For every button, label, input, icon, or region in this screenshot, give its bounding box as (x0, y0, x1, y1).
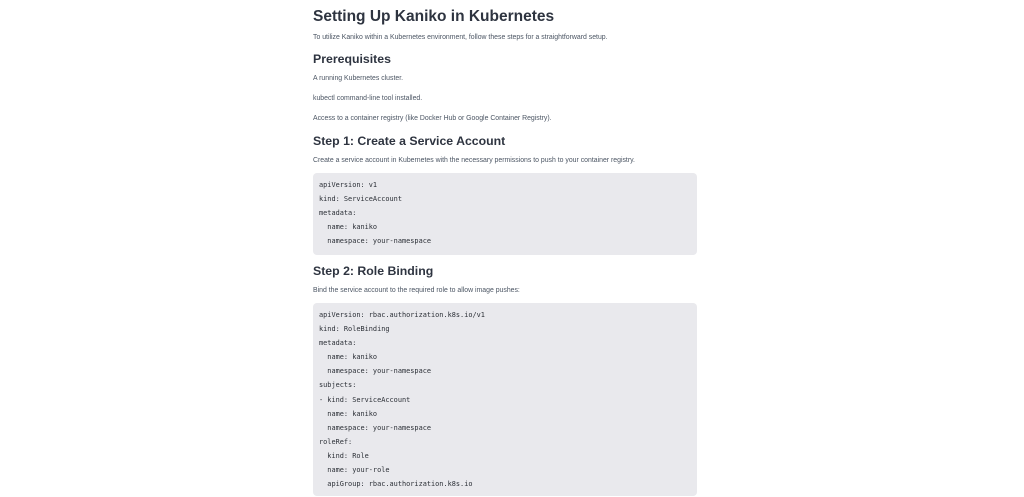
step2-description: Bind the service account to the required role to allow image pushes: (313, 287, 520, 294)
step2-heading: Step 2: Role Binding (313, 264, 434, 278)
step1-code-block[interactable] (313, 173, 697, 255)
intro-paragraph: To utilize Kaniko within a Kubernetes environment, follow these steps for a straightforward setup. (313, 34, 608, 41)
prerequisite-item: Access to a container registry (like Docker Hub or Google Container Registry). (313, 115, 552, 122)
step2-code: apiVersion: rbac.authorization.k8s.io/v1 kind: RoleBinding metadata: name: kaniko namespace: your-namespace subjects: - kind: ServiceAccount name: kaniko namespace: your-namespace roleRef: kind: Role name: your-role apiGroup: rbac.authorization.k8s.io (319, 311, 485, 489)
step1-description: Create a service account in Kubernetes with the necessary permissions to push to your container registry. (313, 157, 635, 164)
step1-heading: Step 1: Create a Service Account (313, 134, 506, 148)
prerequisite-item: A running Kubernetes cluster. (313, 75, 404, 82)
page-title: Setting Up Kaniko in Kubernetes (313, 8, 555, 25)
prerequisite-item: kubectl command-line tool installed. (313, 95, 423, 102)
prerequisites-heading: Prerequisites (313, 52, 391, 66)
step2-code-block[interactable] (313, 303, 697, 496)
step1-code: apiVersion: v1 kind: ServiceAccount metadata: name: kaniko namespace: your-namespace (319, 181, 432, 246)
